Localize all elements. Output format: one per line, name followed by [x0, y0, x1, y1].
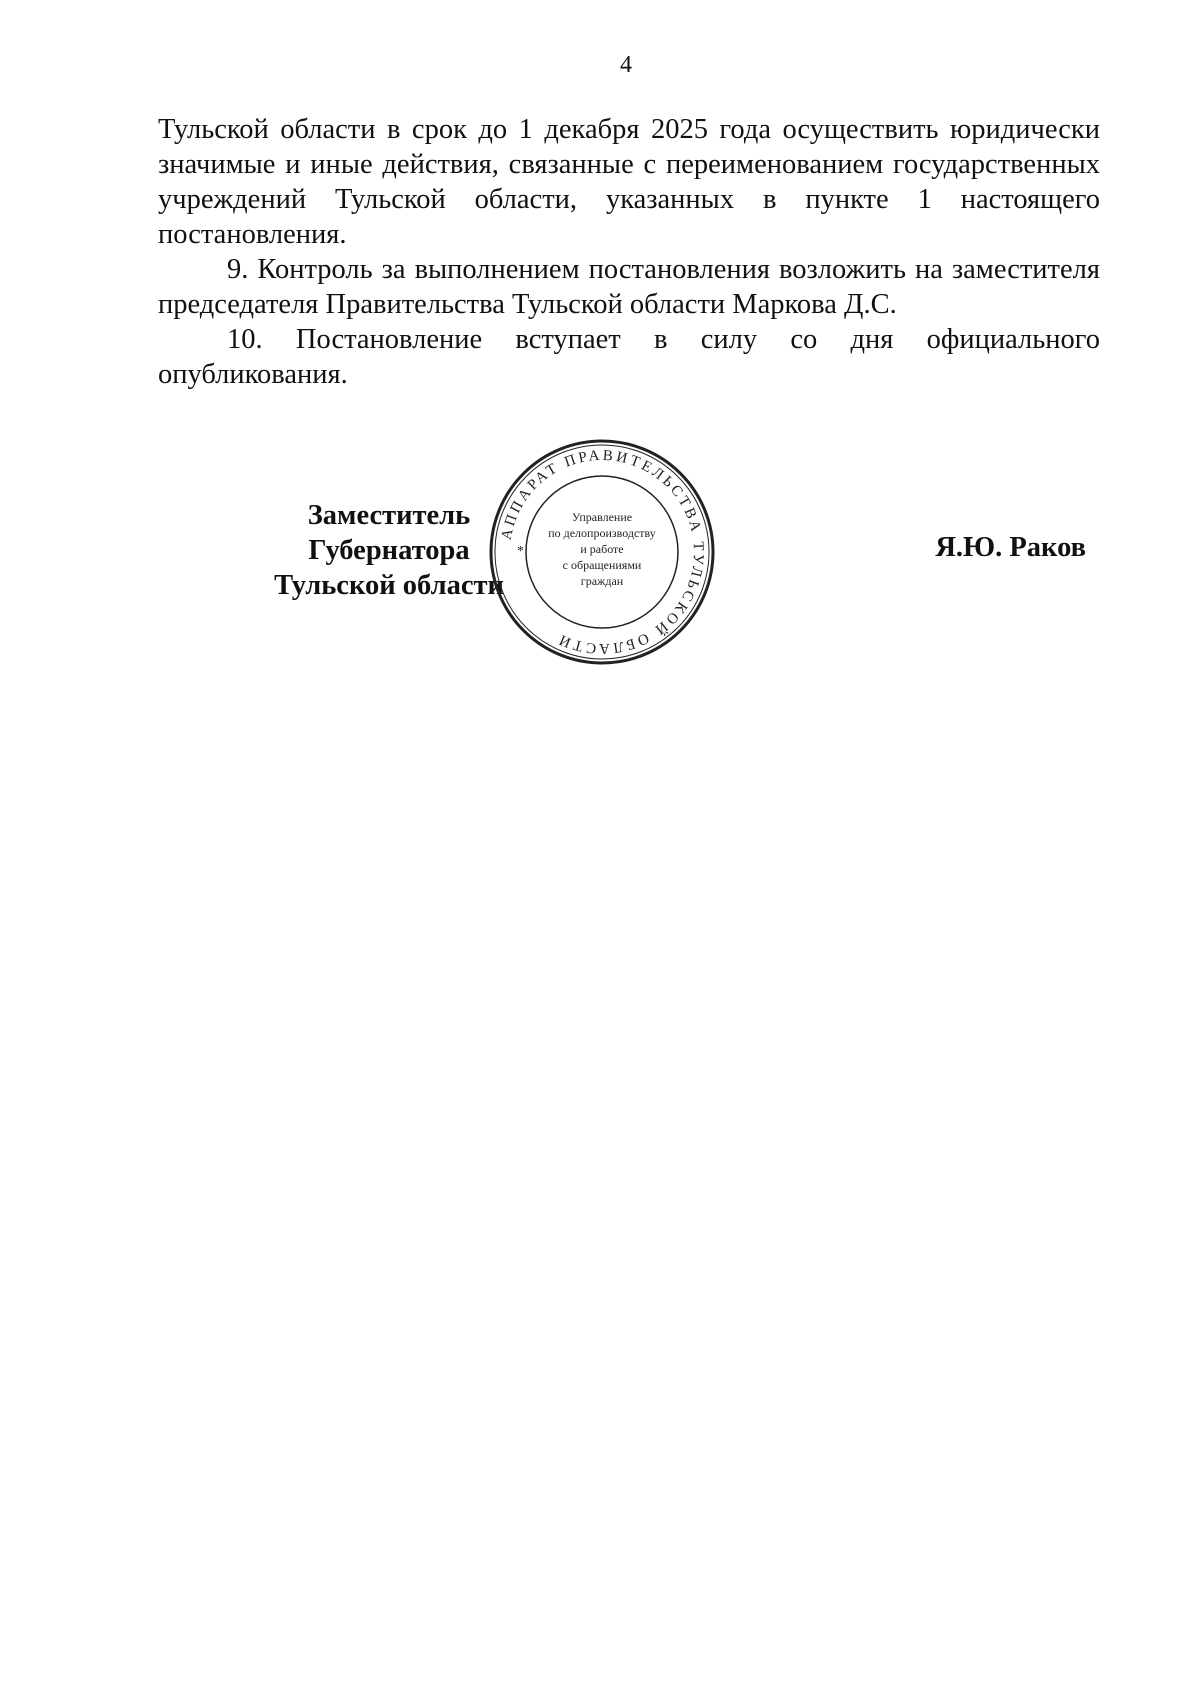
seal-inner-line: граждан: [580, 574, 624, 588]
seal-inner-line: с обращениями: [562, 558, 642, 572]
seal-inner-text: [548, 510, 656, 588]
seal-inner-line: Управление: [571, 510, 633, 524]
seal-star-icon: *: [517, 544, 524, 559]
signatory-name: Я.Ю. Раков: [935, 532, 1086, 563]
official-seal-graphic: [487, 437, 717, 667]
paragraph-8-continuation: Тульской области в срок до 1 декабря 2025 года осуществить юридически значимые и иные действия, связанные с переименованием государственных учреждений Тульской области, указанных в пункте 1 настоящего постановления.: [158, 114, 1100, 250]
seal-inner-line: по делопроизводству: [548, 526, 656, 540]
paragraph-10: 10. Постановление вступает в силу со дня официального опубликования.: [158, 324, 1100, 390]
document-body: [158, 112, 1100, 392]
paragraph-9: 9. Контроль за выполнением постановления возложить на заместителя председателя Правительства Тульской области Маркова Д.С.: [158, 254, 1100, 320]
seal-inner-line: и работе: [580, 542, 624, 556]
signatory-position-line2: Тульской области: [274, 570, 504, 601]
signatory-position-line1: Заместитель Губернатора: [307, 500, 471, 566]
official-seal: [487, 437, 717, 667]
page-number: 4: [620, 52, 632, 78]
seal-outer-ring-text: АППАРАТ ПРАВИТЕЛЬСТВА ТУЛЬСКОЙ ОБЛАСТИ: [498, 447, 707, 657]
